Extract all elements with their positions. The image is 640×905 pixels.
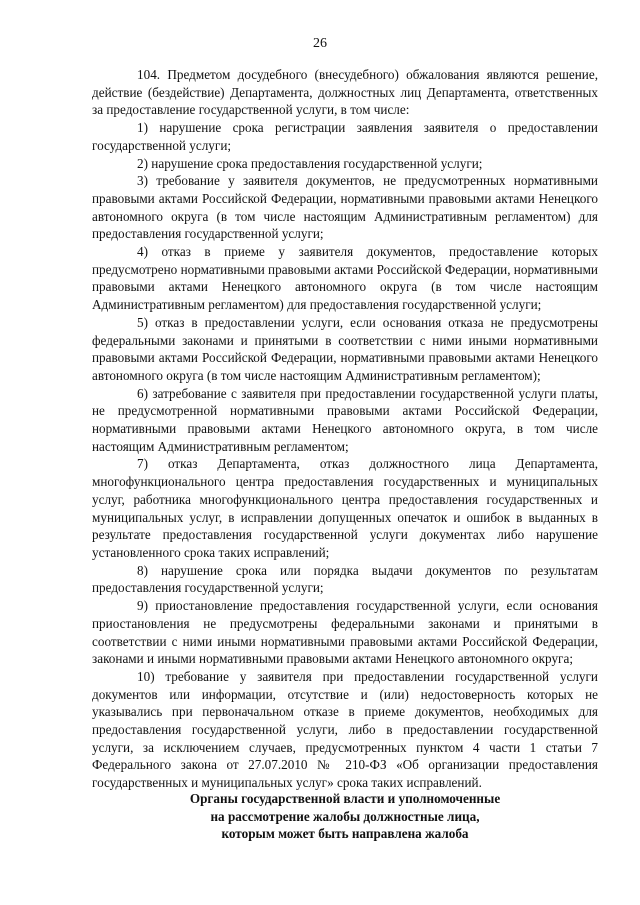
section-heading-line: Органы государственной власти и уполномоченные — [189, 791, 501, 806]
paragraph-item-1: 1) нарушение срока регистрации заявления заявителя о предоставлении государственной услуги; — [92, 120, 598, 153]
paragraph-item-4: 4) отказ в приеме у заявителя документов, предоставление которых предусмотрено нормативными правовыми актами Российской Федерации, нормативными правовыми актами Ненецкого автономного округа (в том числе настоящим Административным регламентом) для предоставления государственной услуги; — [92, 244, 598, 313]
paragraph-item-9: 9) приостановление предоставления государственной услуги, если основания приостановления не предусмотрены федеральными законами и принятыми в соответствии с ними иными нормативными правовыми актами Российской Федерации, законами и иными нормативными правовыми актами Ненецкого автономного округа; — [92, 598, 598, 667]
section-heading-line: которым может быть направлена жалоба — [221, 826, 469, 841]
section-heading-line: на рассмотрение жалобы должностные лица, — [210, 808, 480, 824]
page-number: 26 — [313, 36, 327, 51]
paragraph-item-10: 10) требование у заявителя при предоставлении государственной услуги документов или информации, отсутствие и (или) недостоверность которых не указывались при первоначальном отказе в приеме документов, необходимых для предоставления государственной услуги, либо в предоставлении государственной услуги, за исключением случаев, предусмотренных пунктом 4 части 1 статьи 7 Федерального закона от 27.07.2010 № 210-ФЗ «Об организации предоставления государственных и муниципальных услуг» срока таких исправлений. — [92, 668, 598, 791]
paragraph-item-6: 6) затребование с заявителя при предоставлении государственной услуги платы, не предусмотренной нормативными правовыми актами Российской Федерации, нормативными правовыми актами Ненецкого автономного округа, в том числе настоящим Административным регламентом; — [92, 385, 598, 454]
paragraph-item-5: 5) отказ в предоставлении услуги, если основания отказа не предусмотрены федеральными законами и принятыми в соответствии с ними иными нормативными правовыми актами Российской Федерации, нормативными правовыми актами Ненецкого автономного округа (в том числе настоящим Административным регламентом); — [92, 314, 598, 383]
paragraph-item-8: 8) нарушение срока или порядка выдачи документов по результатам предоставления государственной услуги; — [92, 562, 598, 596]
paragraph-104-intro: 104. Предметом досудебного (внесудебного) обжалования являются решение, действие (бездействие) Департамента, должностных лиц Департамента, ответственных за предоставление государственной услуги, в том числе: — [92, 67, 598, 118]
document-body — [92, 66, 598, 792]
section-heading — [92, 790, 598, 843]
paragraph-item-2: 2) нарушение срока предоставления государственной услуги; — [137, 155, 483, 171]
paragraph-item-3: 3) требование у заявителя документов, не предусмотренных нормативными правовыми актами Российской Федерации, нормативными правовыми актами Ненецкого автономного округа (в том числе настоящим Административным регламентом) для предоставления государственной услуги; — [92, 173, 598, 242]
paragraph-item-7: 7) отказ Департамента, отказ должностного лица Департамента, многофункционального центра предоставления государственных и муниципальных услуг, работника многофункционального центра предоставления государственных и муниципальных услуг, в исправлении допущенных опечаток и ошибок в выданных в результате предоставления государственной услуги документах либо нарушение установленного срока таких исправлений; — [92, 456, 598, 560]
